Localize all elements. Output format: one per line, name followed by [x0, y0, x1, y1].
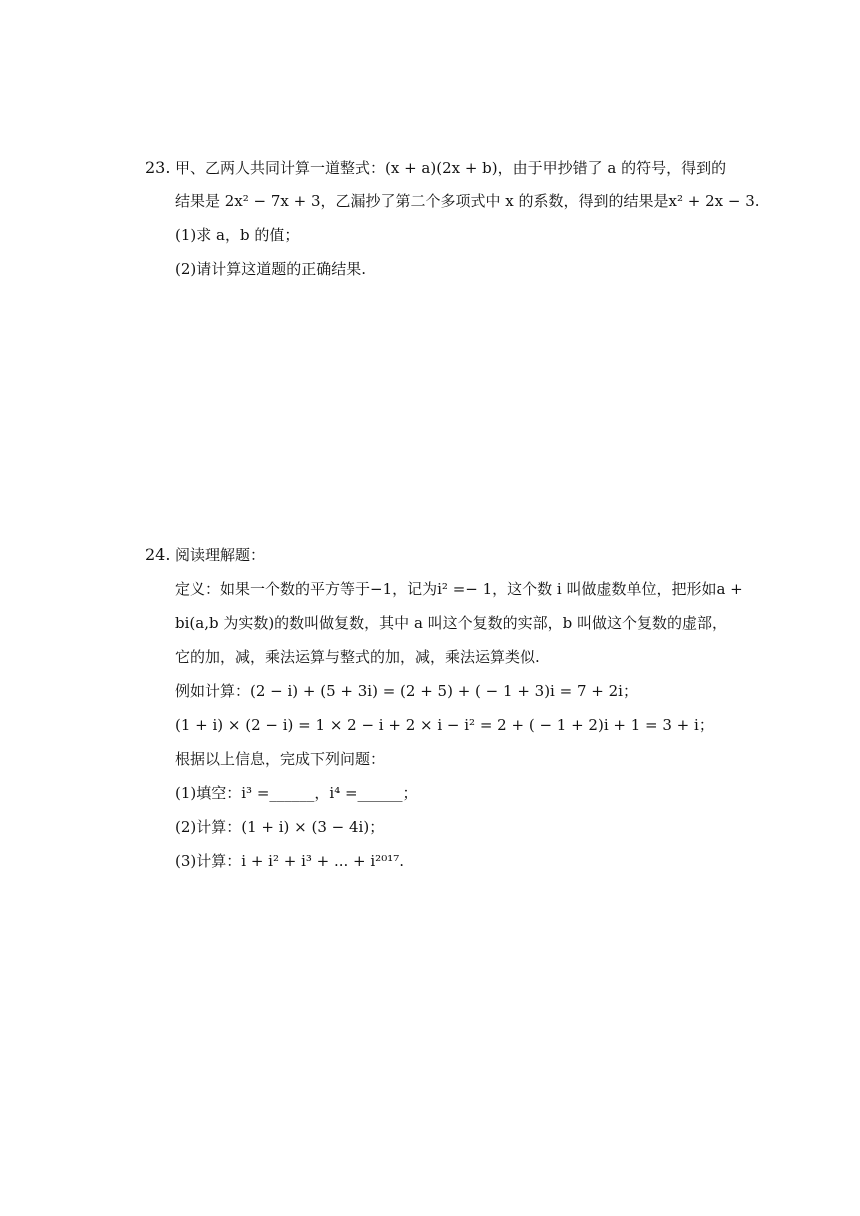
question-24-definition-3: 它的加，减，乘法运算与整式的加，减，乘法运算类似.	[175, 648, 540, 666]
question-24-intro: 根据以上信息，完成下列问题：	[175, 750, 386, 768]
question-23-line-2: 结果是 2x² − 7x + 3，乙漏抄了第二个多项式中 x 的系数，得到的结果是x² + 2x − 3.	[175, 192, 760, 210]
question-24-part-2: (2)计算：(1 + i) × (3 − 4i)；	[175, 818, 385, 836]
question-24-part-1: (1)填空：i³ =______，i⁴ =______；	[175, 784, 418, 802]
question-24-part-3: (3)计算：i + i² + i³ + ... + i²⁰¹⁷.	[175, 852, 405, 870]
question-23-line-1: 甲、乙两人共同计算一道整式：(x + a)(2x + b)，由于甲抄错了 a 的符号，得到的	[175, 159, 727, 177]
question-24-definition-2: bi(a,b 为实数)的数叫做复数，其中 a 叫这个复数的实部，b 叫做这个复数的虚部，	[175, 614, 728, 632]
question-24-example-2: (1 + i) × (2 − i) = 1 × 2 − i + 2 × i − i² = 2 + ( − 1 + 2)i + 1 = 3 + i；	[175, 716, 714, 734]
question-24-definition-1: 定义：如果一个数的平方等于−1，记为i² =− 1，这个数 i 叫做虚数单位，把形如a +	[175, 580, 743, 598]
question-23-part-1: (1)求 a，b 的值；	[175, 226, 300, 244]
question-24-example-1: 例如计算：(2 − i) + (5 + 3i) = (2 + 5) + ( − 1 + 3)i = 7 + 2i；	[175, 682, 638, 700]
question-23-number: 23.	[145, 158, 171, 177]
question-24-number: 24.	[145, 545, 171, 564]
question-23-part-2: (2)请计算这道题的正确结果.	[175, 260, 367, 278]
question-24-title: 阅读理解题：	[175, 546, 266, 564]
